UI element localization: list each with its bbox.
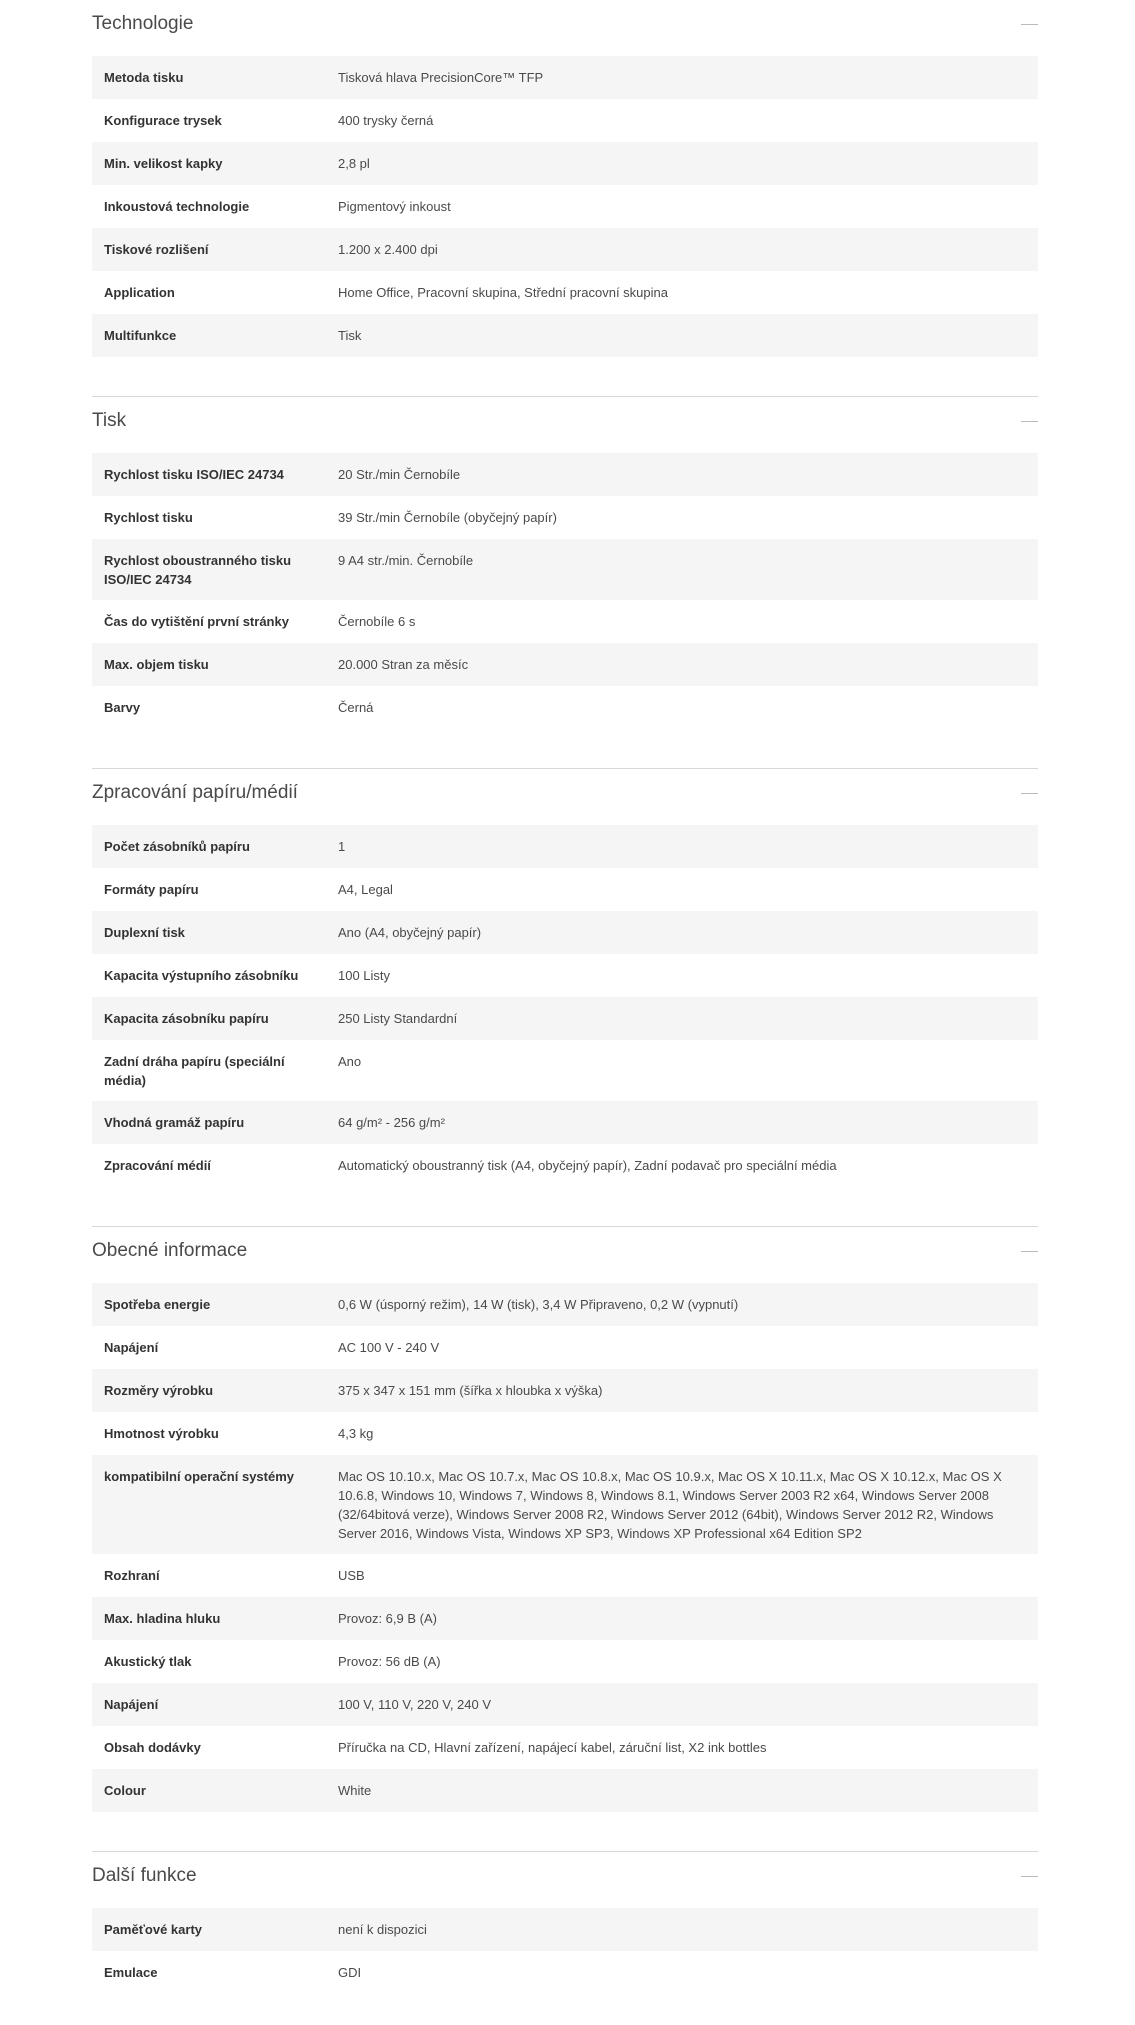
section-header[interactable] [92,1227,1038,1283]
spec-table [92,825,1038,1187]
spec-value: Černá [338,700,374,715]
spec-label: Formáty papíru [104,882,199,897]
spec-row [92,1101,1038,1144]
spec-row [92,825,1038,868]
spec-row [92,1283,1038,1326]
spec-row [92,1554,1038,1597]
spec-table [92,1283,1038,1812]
spec-row [92,997,1038,1040]
spec-label: Zadní dráha papíru (speciální média) [104,1054,285,1088]
spec-label: Application [104,285,175,300]
spec-label: Hmotnost výrobku [104,1426,219,1441]
spec-value: 100 V, 110 V, 220 V, 240 V [338,1697,492,1712]
spec-label: Akustický tlak [104,1654,192,1669]
spec-value: USB [338,1568,365,1583]
spec-value: AC 100 V - 240 V [338,1340,440,1355]
spec-value: Mac OS 10.10.x, Mac OS 10.7.x, Mac OS 10.8.x, Mac OS 10.9.x, Mac OS X 10.11.x, Mac OS X 10.12.x, Mac OS X 10.6.8, Windows 10, Windows 7, Windows 8, Windows 8.1, Windows Server 2003 R2 x64, Windows Server 2008 (32/64bitová verze), Windows Server 2008 R2, Windows Server 2012 (64bit), Windows Server 2012 R2, Windows Server 2016, Windows Vista, Windows XP SP3, Windows XP Professional x64 Edition SP2 [338,1469,1002,1541]
spec-label: Obsah dodávky [104,1740,201,1755]
spec-row [92,314,1038,357]
spec-value: Tisk [338,328,362,343]
spec-label: Max. hladina hluku [104,1611,221,1626]
spec-row [92,1455,1038,1554]
section-tisk [92,396,1038,729]
spec-table [92,453,1038,729]
collapse-minus-icon[interactable] [1021,1876,1038,1877]
spec-page [92,0,1038,1994]
spec-value: 0,6 W (úsporný režim), 14 W (tisk), 3,4 W Připraveno, 0,2 W (vypnutí) [338,1297,739,1312]
spec-row [92,868,1038,911]
spec-row [92,1326,1038,1369]
spec-row [92,1951,1038,1994]
spec-row [92,185,1038,228]
section-dalsi-funkce [92,1851,1038,1994]
spec-row [92,954,1038,997]
spec-value: Provoz: 6,9 B (A) [338,1611,437,1626]
spec-label: Tiskové rozlišení [104,242,209,257]
section-header[interactable] [92,397,1038,453]
section-header[interactable] [92,0,1038,56]
spec-row [92,228,1038,271]
spec-label: Emulace [104,1965,158,1980]
section-title: Technologie [92,13,194,34]
spec-row [92,539,1038,600]
spec-value: Ano [338,1054,362,1069]
spec-value: 4,3 kg [338,1426,374,1441]
spec-value: Provoz: 56 dB (A) [338,1654,441,1669]
spec-table [92,1908,1038,1994]
spec-value: 1 [338,839,346,854]
spec-value: A4, Legal [338,882,393,897]
spec-row [92,1640,1038,1683]
spec-label: Konfigurace trysek [104,113,222,128]
spec-label: Napájení [104,1340,159,1355]
spec-value: White [338,1783,372,1798]
spec-row [92,600,1038,643]
spec-row [92,99,1038,142]
spec-label: Metoda tisku [104,70,184,85]
spec-label: kompatibilní operační systémy [104,1469,295,1484]
spec-label: Napájení [104,1697,159,1712]
spec-label: Rozměry výrobku [104,1383,214,1398]
spec-value: Černobíle 6 s [338,614,416,629]
spec-label: Počet zásobníků papíru [104,839,250,854]
spec-value: 1.200 x 2.400 dpi [338,242,438,257]
collapse-minus-icon[interactable] [1021,24,1038,25]
spec-value: Příručka na CD, Hlavní zařízení, napájecí kabel, záruční list, X2 ink bottles [338,1740,767,1755]
spec-label: Rychlost oboustranného tisku ISO/IEC 24734 [104,553,292,587]
spec-label: Spotřeba energie [104,1297,211,1312]
section-obecne-informace [92,1226,1038,1812]
section-title: Zpracování papíru/médií [92,782,298,803]
spec-label: Colour [104,1783,146,1798]
spec-row [92,56,1038,99]
section-title: Obecné informace [92,1240,248,1261]
spec-row [92,1726,1038,1769]
spec-row [92,1908,1038,1951]
collapse-minus-icon[interactable] [1021,793,1038,794]
spec-row [92,911,1038,954]
spec-table [92,56,1038,357]
spec-value: 64 g/m² - 256 g/m² [338,1115,445,1130]
spec-row [92,1769,1038,1812]
spec-label: Zpracování médií [104,1158,211,1173]
spec-value: 39 Str./min Černobíle (obyčejný papír) [338,510,557,525]
spec-value: 20.000 Stran za měsíc [338,657,469,672]
spec-label: Kapacita výstupního zásobníku [104,968,299,983]
spec-label: Max. objem tisku [104,657,209,672]
section-header[interactable] [92,1852,1038,1908]
spec-value: 2,8 pl [338,156,370,171]
spec-row [92,453,1038,496]
section-title: Další funkce [92,1865,197,1886]
spec-row [92,1597,1038,1640]
spec-value: Ano (A4, obyčejný papír) [338,925,482,940]
spec-value: Pigmentový inkoust [338,199,451,214]
spec-row [92,1412,1038,1455]
collapse-minus-icon[interactable] [1021,1251,1038,1252]
spec-value: Home Office, Pracovní skupina, Střední pracovní skupina [338,285,668,300]
spec-label: Kapacita zásobníku papíru [104,1011,269,1026]
spec-label: Rychlost tisku ISO/IEC 24734 [104,467,284,482]
spec-row [92,1144,1038,1187]
spec-value: 100 Listy [338,968,391,983]
spec-label: Rychlost tisku [104,510,193,525]
spec-row [92,271,1038,314]
spec-value: 20 Str./min Černobíle [338,467,461,482]
spec-label: Čas do vytištění první stránky [104,614,289,629]
spec-row [92,142,1038,185]
spec-value: není k dispozici [338,1922,427,1937]
spec-label: Paměťové karty [104,1922,203,1937]
spec-value: 400 trysky černá [338,113,434,128]
section-header[interactable] [92,769,1038,825]
spec-row [92,643,1038,686]
section-technologie [92,0,1038,357]
spec-row [92,1683,1038,1726]
spec-value: 250 Listy Standardní [338,1011,458,1026]
spec-label: Duplexní tisk [104,925,185,940]
spec-label: Rozhraní [104,1568,160,1583]
spec-row [92,1369,1038,1412]
spec-value: GDI [338,1965,362,1980]
spec-label: Barvy [104,700,141,715]
spec-label: Inkoustová technologie [104,199,250,214]
spec-value: 9 A4 str./min. Černobíle [338,553,474,568]
spec-value: Tisková hlava PrecisionCore™ TFP [338,70,544,85]
collapse-minus-icon[interactable] [1021,421,1038,422]
spec-row [92,686,1038,729]
spec-row [92,1040,1038,1101]
section-title: Tisk [92,410,127,431]
section-zpracovani-papiru-medii [92,768,1038,1187]
spec-label: Min. velikost kapky [104,156,223,171]
spec-row [92,496,1038,539]
spec-label: Multifunkce [104,328,177,343]
spec-label: Vhodná gramáž papíru [104,1115,245,1130]
spec-value: Automatický oboustranný tisk (A4, obyčejný papír), Zadní podavač pro speciální média [338,1158,837,1173]
spec-value: 375 x 347 x 151 mm (šířka x hloubka x výška) [338,1383,603,1398]
